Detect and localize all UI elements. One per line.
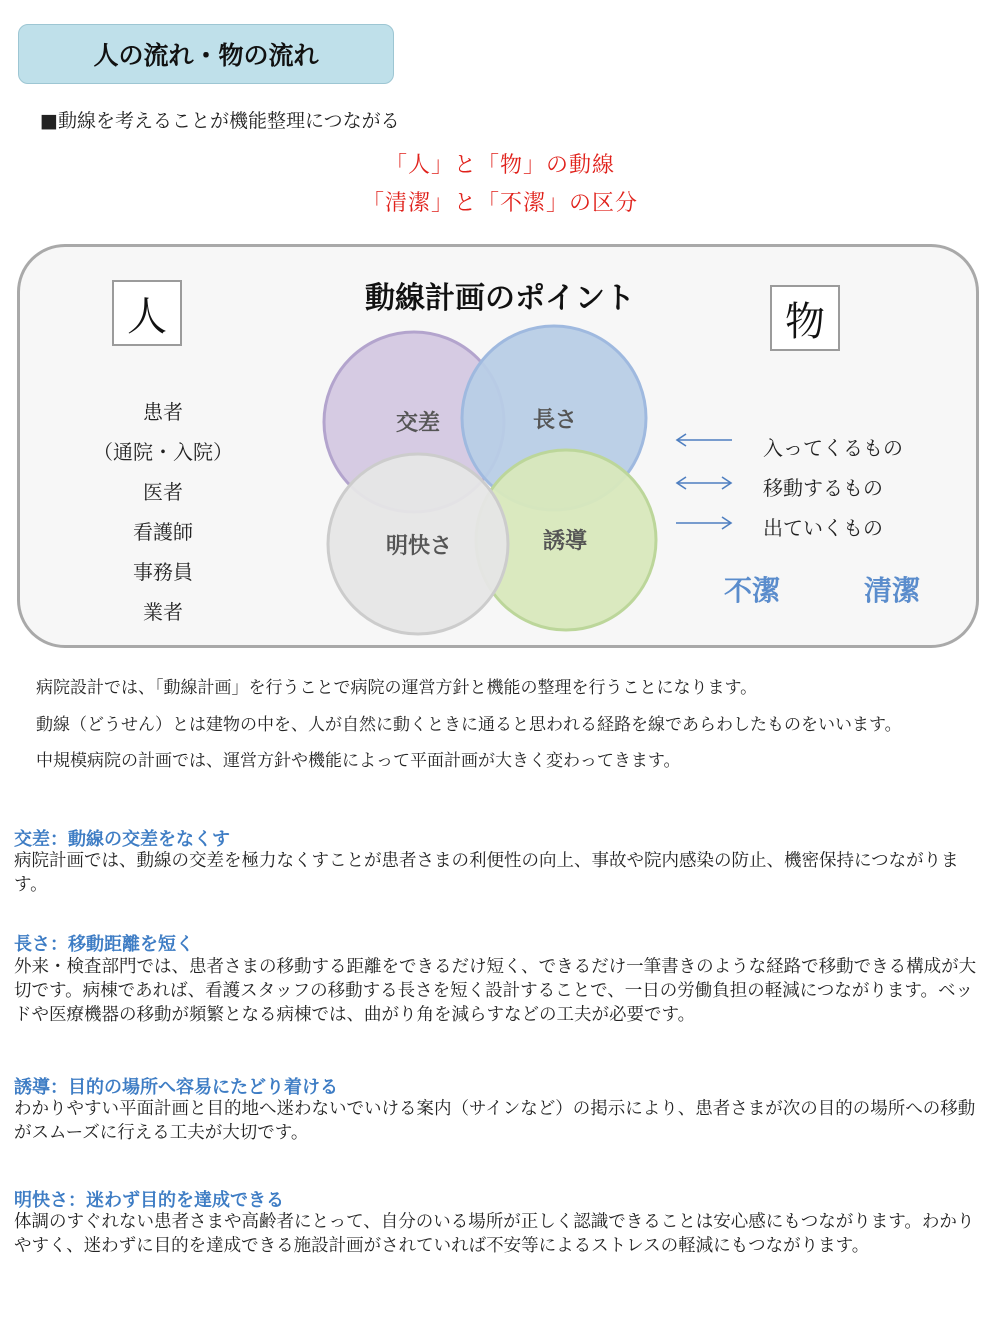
goods-item-in: 入ってくるもの	[763, 436, 903, 460]
unclean-label: 不潔	[724, 574, 781, 607]
section-heading-clarity: 明快さ：迷わず目的を達成できる	[14, 1190, 284, 1211]
title-box	[18, 24, 394, 84]
section-heading-guidance: 誘導：目的の場所へ容易にたどり着ける	[14, 1077, 338, 1098]
circle-label-clarity: 明快さ	[385, 534, 453, 559]
clean-label: 清潔	[864, 574, 921, 607]
circle-label-length: 長さ	[532, 408, 578, 433]
section-body-length: 外来・検査部門では、患者さまの移動する距離をできるだけ短く、できるだけ一筆書きのような経路で移動できる構成が大切です。病棟であれば、看護スタッフの移動する長さを短く設計することで、一日の労働負担の軽減につながります。ベッドや医療機器の移動が頻繁となる病棟では、曲がり角を減らすなどの工夫が必要です。	[14, 957, 977, 1025]
goods-item-move: 移動するもの	[763, 476, 883, 500]
page-title: 人の流れ・物の流れ	[93, 41, 319, 70]
red-heading-line-2: 「清潔」と「不潔」の区分	[361, 191, 638, 216]
people-item: 業者	[143, 600, 183, 624]
people-item: 医者	[143, 480, 183, 504]
person-box: 人	[112, 280, 182, 346]
goods-box: 物	[770, 285, 840, 351]
section-heading-length: 長さ：移動距離を短く	[14, 934, 194, 955]
circle-label-cross: 交差	[395, 411, 441, 436]
goods-item-out: 出ていくもの	[763, 516, 883, 540]
diagram-title: 動線計画のポイント	[365, 281, 635, 316]
circle-label-guidance: 誘導	[542, 529, 588, 554]
people-item: 看護師	[133, 520, 193, 544]
subtitle: ■動線を考えることが機能整理につながる	[40, 110, 400, 132]
description-line: 病院設計では、「動線計画」を行うことで病院の運営方針と機能の整理を行うことになります。	[36, 678, 758, 698]
people-item: 事務員	[133, 560, 193, 584]
section-body-guidance: わかりやすい平面計画と目的地へ迷わないでいける案内（サインなど）の掲示により、患者さまが次の目的の場所への移動がスムーズに行える工夫が大切です。	[14, 1099, 976, 1143]
description-line: 中規模病院の計画では、運営方針や機能によって平面計画が大きく変わってきます。	[36, 751, 681, 771]
flow-arrows	[672, 428, 736, 532]
description-line: 動線（どうせん）とは建物の中を、人が自然に動くときに通ると思われる経路を線であらわしたものをいいます。	[36, 715, 902, 735]
section-heading-cross: 交差：動線の交差をなくす	[14, 829, 230, 850]
people-item: 患者	[143, 400, 183, 424]
venn-diagram	[300, 320, 680, 650]
section-body-cross: 病院計画では、動線の交差を極力なくすことが患者さまの利便性の向上、事故や院内感染の防止、機密保持につながります。	[14, 851, 959, 895]
section-body-clarity: 体調のすぐれない患者さまや高齢者にとって、自分のいる場所が正しく認識できることは安心感にもつながります。わかりやすく、迷わずに目的を達成できる施設計画がされていれば不安等によるストレスの軽減にもつながります。	[14, 1212, 975, 1256]
red-heading-line-1: 「人」と「物」の動線	[384, 153, 615, 178]
people-item: （通院・入院）	[93, 440, 233, 464]
